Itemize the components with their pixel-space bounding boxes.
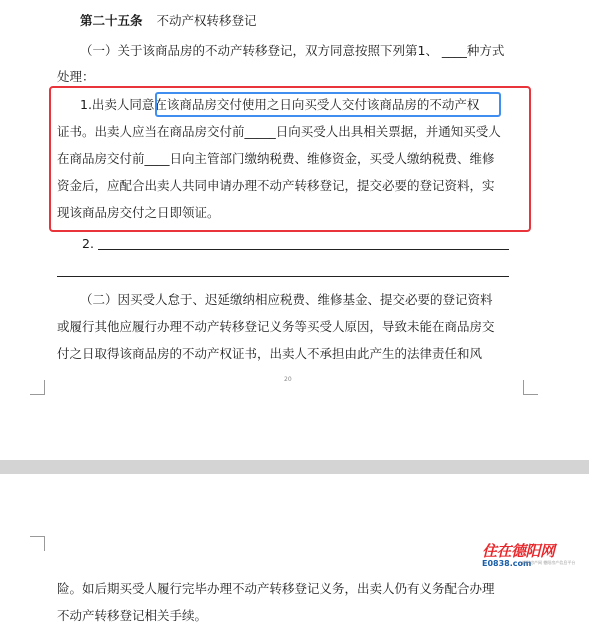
clause1-line2: 处理： — [57, 69, 95, 84]
page-gap — [0, 460, 589, 474]
option1-line: 证书。出卖人应当在商品房交付前_____日向买受人出具相关票据，并通知买受人 — [57, 124, 501, 139]
option1-line: 资金后，应配合出卖人共同申请办理不动产转移登记，提交必要的登记资料，实 — [57, 178, 495, 193]
blue-highlight-box — [155, 92, 501, 117]
clause2-line: （二）因买受人怠于、迟延缴纳相应税费、维修基金、提交必要的登记资料 — [80, 292, 493, 307]
article-heading: 不动产权转移登记 — [156, 13, 257, 28]
option1-line: 在商品房交付前____日向主管部门缴纳税费、维修资金，买受人缴纳税费、维修 — [57, 151, 495, 166]
page-corner-mark — [523, 380, 538, 395]
option2-blank-line — [98, 249, 509, 250]
clause2-continuation-line: 不动产转移登记相关手续。 — [57, 608, 208, 623]
watermark-domain: E0838.com — [482, 559, 532, 568]
article-number: 第二十五条 — [80, 13, 143, 28]
option2-label: 2. — [82, 236, 94, 251]
article-title — [80, 12, 257, 30]
option2-blank-line-2 — [57, 276, 509, 277]
watermark-tagline: 德阳房产网 德阳房产信息平台 — [522, 560, 576, 565]
option1-line: 1.出卖人同意在该商品房交付使用之日向买受人交付该商品房的不动产权 — [80, 97, 480, 112]
option1-line: 现该商品房交付之日即领证。 — [57, 205, 220, 220]
watermark-main-text: 住在德阳网 — [482, 542, 555, 560]
page-corner-mark — [30, 536, 45, 551]
page-number: 20 — [284, 376, 292, 383]
clause2-line: 付之日取得该商品房的不动产权证书，出卖人不承担由此产生的法律责任和风 — [57, 346, 483, 361]
clause1-line1: （一）关于该商品房的不动产转移登记，双方同意按照下列第1、 ____种方式 — [80, 43, 505, 58]
clause2-line: 或履行其他应履行办理不动产转移登记义务等买受人原因，导致未能在商品房交 — [57, 319, 495, 334]
watermark-logo — [482, 540, 574, 566]
page-corner-mark — [30, 380, 45, 395]
clause2-continuation-line: 险。如后期买受人履行完毕办理不动产转移登记义务，出卖人仍有义务配合办理 — [57, 581, 495, 596]
